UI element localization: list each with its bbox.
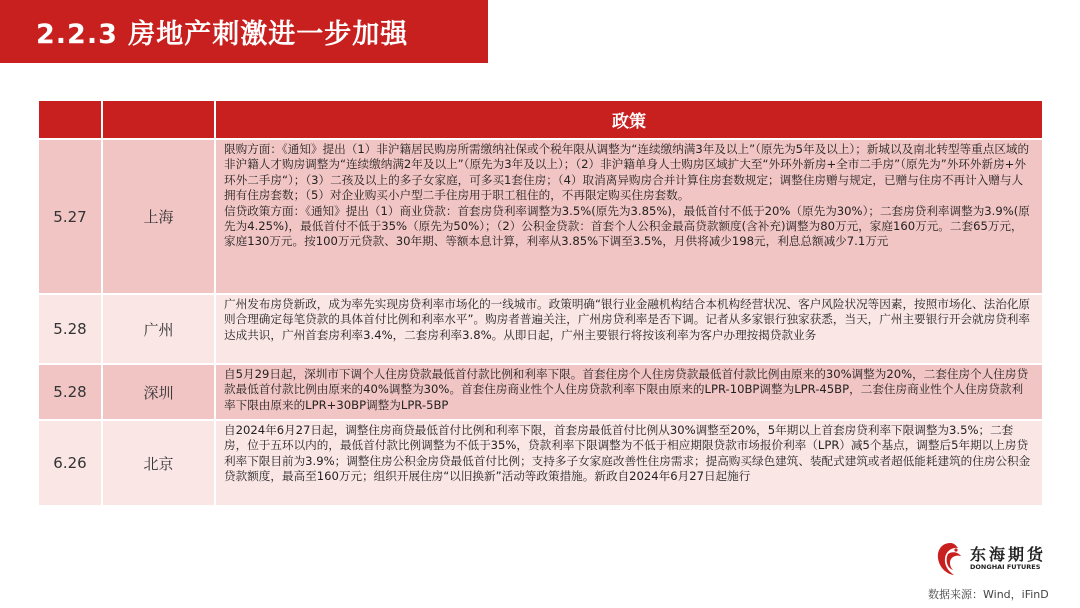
logo-chinese-name: 东海期货: [970, 545, 1047, 564]
table-row: [38, 294, 1043, 364]
row-city: 上海: [102, 139, 215, 294]
row-policy-text: [215, 420, 1043, 506]
data-source-note: 数据来源：Wind，iFinD: [928, 588, 1049, 601]
logo-english-name: DONGHAI FUTURES: [970, 563, 1041, 571]
header-policy: 政策: [215, 100, 1043, 139]
company-logo: [934, 540, 1047, 578]
row-policy-text: [215, 139, 1043, 294]
header-city: [102, 100, 215, 139]
dragon-logo-icon: [934, 540, 966, 578]
policy-table: [37, 99, 1044, 507]
policy-paragraph: 自2024年6月27日起，调整住房商贷最低首付比例和利率下限，首套房最低首付比例从30%调整至20%，5年期以上首套房贷利率下限调整为3.5%；二套房，位于五环以内的，最低首付款比例调整为不低于35%，贷款利率下限调整为不低于相应期限贷款市场报价利率（LPR）减5个基点，调整后5年期以上房贷利率下限目前为3.9%；调整住房公积金房贷最低首付比例；支持多子女家庭改善性住房需求；提高购买绿色建筑、装配式建筑或者超低能耗建筑的住房公积金贷款额度，最高至160万元；组织开展住房“以旧换新”活动等政策措施。新政自2024年6月27日起施行: [224, 423, 1031, 484]
policy-paragraph: 限购方面：《通知》提出（1）非沪籍居民购房所需缴纳社保或个税年限从调整为“连续缴纳满3年及以上”（原先为5年及以上）；新城以及南北转型等重点区域的非沪籍人才购房调整为“连续缴纳满2年及以上”（原先为3年及以上）；（2）非沪籍单身人士购房区域扩大至“外环外新房+全市二手房”（原先为”外环外新房+外环外二手房“）；（3）二孩及以上的多子女家庭，可多买1套住房；（4）取消离异购房合并计算住房套数规定；调整住房赠与规定，已赠与住房不再计入赠与人拥有住房套数；（5）对企业购买小户型二手住房用于职工租住的，不再限定购买住房套数。: [224, 142, 1030, 203]
table-row: [38, 420, 1043, 506]
row-date: 5.27: [38, 139, 102, 294]
row-city: 深圳: [102, 364, 215, 420]
policy-paragraph: 信贷政策方面：《通知》提出（1）商业贷款：首套房贷利率调整为3.5%(原先为3.85%)，最低首付不低于20%（原先为30%）；二套房贷利率调整为3.9%(原先为4.25%)，最低首付不低于35%（原先为50%）；（2）公积金贷款：首套个人公积金最高贷款额度(含补充)调整为80万元，家庭160万元。二套65万元，家庭130万元。按100万元贷款、30年期、等额本息计算，利率从3.85%下调至3.5%，月供将减少198元，利息总额减少7.1万元: [224, 203, 1030, 249]
row-city: 北京: [102, 420, 215, 506]
table-row: [38, 139, 1043, 294]
policy-paragraph: 自5月29日起，深圳市下调个人住房贷款最低首付款比例和利率下限。首套住房个人住房贷款最低首付款比例由原来的30%调整为20%，二套住房个人住房贷款最低首付款比例由原来的40%调整为30%。首套住房商业性个人住房贷款利率下限由原来的LPR-10BP调整为LPR-45BP，二套住房商业性个人住房贷款利率下限由原来的LPR+30BP调整为LPR-5BP: [224, 367, 1029, 412]
row-policy-text: [215, 364, 1043, 420]
header-date: [38, 100, 102, 139]
row-date: 6.26: [38, 420, 102, 506]
policy-paragraph: 广州发布房贷新政，成为率先实现房贷利率市场化的一线城市。政策明确“银行业金融机构结合本机构经营状况、客户风险状况等因素，按照市场化、法治化原则合理确定每笔贷款的具体首付比例和利率水平”。购房者普遍关注，广州房贷利率是否下调。记者从多家银行独家获悉，当天，广州主要银行开会就房贷利率达成共识，广州首套房利率3.4%，二套房利率3.8%。从即日起，广州主要银行将按该利率为客户办理按揭贷款业务: [224, 297, 1030, 342]
row-policy-text: [215, 294, 1043, 364]
row-city: 广州: [102, 294, 215, 364]
row-date: 5.28: [38, 294, 102, 364]
table-header-row: [38, 100, 1043, 139]
page-title: 2.2.3 房地产刺激进一步加强: [36, 19, 409, 50]
row-date: 5.28: [38, 364, 102, 420]
table-row: [38, 364, 1043, 420]
title-bar: [0, 0, 488, 63]
